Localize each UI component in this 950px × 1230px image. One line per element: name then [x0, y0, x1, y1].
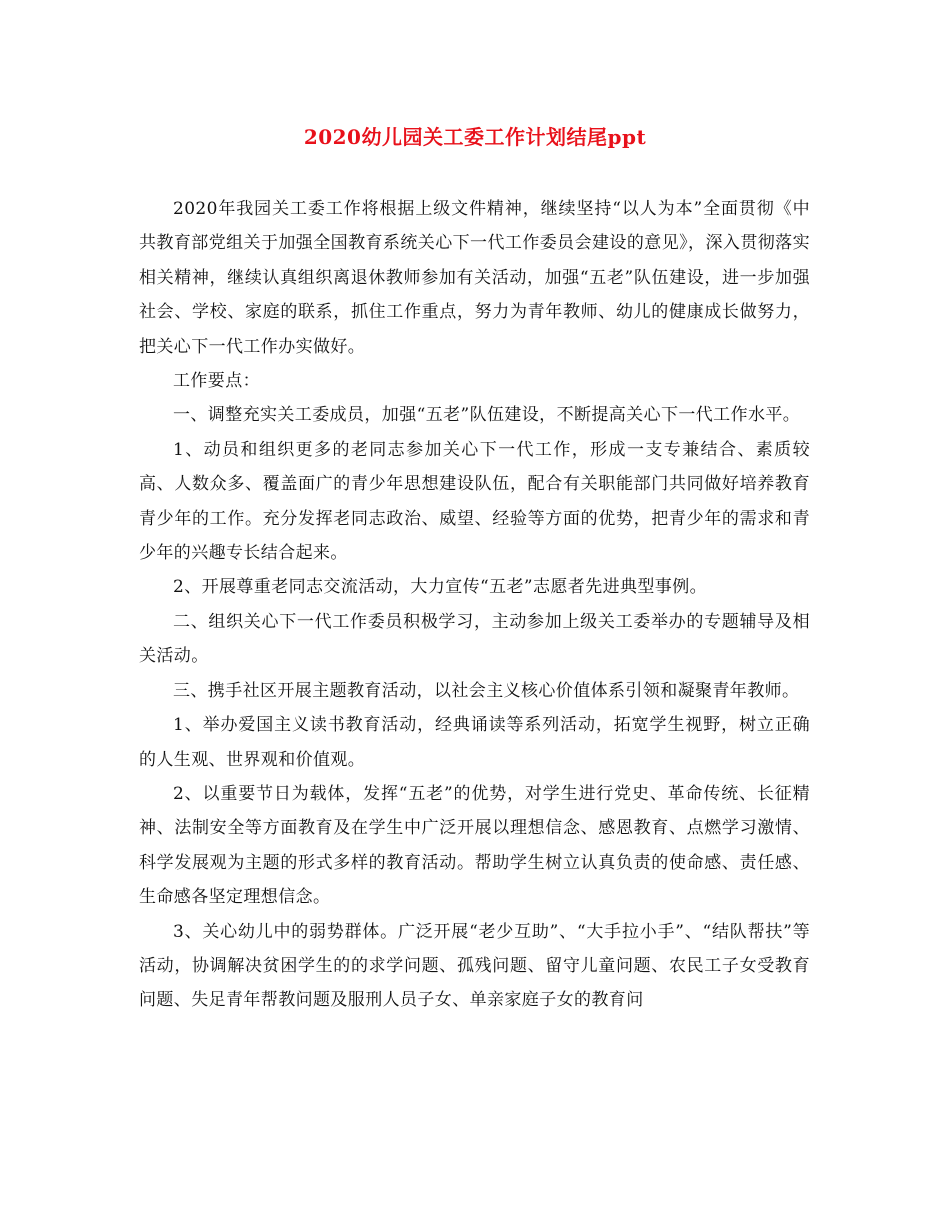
paragraph-key-points-heading: 工作要点： [173, 371, 260, 392]
paragraph-section-one-item-2: 2、开展尊重老同志交流活动，大力宣传“五老”志愿者先进典型事例。 [173, 577, 707, 598]
paragraph-section-two: 二、组织关心下一代工作委员积极学习，主动参加上级关工委举办的专题辅导及相关活动。 [139, 611, 810, 667]
paragraph-section-three-item-1: 1、举办爱国主义读书教育活动，经典诵读等系列活动，拓宽学生视野，树立正确的人生观、世界观和价值观。 [139, 715, 810, 770]
paragraph-section-one: 一、调整充实关工委成员，加强“五老”队伍建设，不断提高关心下一代工作水平。 [173, 405, 801, 426]
document-body [139, 192, 810, 1018]
document-title: 2020幼儿园关工委工作计划结尾ppt [303, 125, 647, 149]
paragraph-section-three: 三、携手社区开展主题教育活动，以社会主义核心价值体系引领和凝聚青年教师。 [173, 680, 800, 701]
paragraph-section-three-item-3: 3、关心幼儿中的弱势群体。广泛开展“老少互助”、“大手拉小手”、“结队帮扶”等活动，协调解决贫困学生的的求学问题、孤残问题、留守儿童问题、农民工子女受教育问题、失足青年帮教问题及服刑人员子女、单亲家庭子女的教育问 [139, 921, 810, 1011]
paragraph-intro: 2020年我园关工委工作将根据上级文件精神，继续坚持“以人为本”全面贯彻《中共教育部党组关于加强全国教育系统关心下一代工作委员会建设的意见》，深入贯彻落实相关精神，继续认真组织离退休教师参加有关活动，加强“五老”队伍建设，进一步加强社会、学校、家庭的联系，抓住工作重点，努力为青年教师、幼儿的健康成长做努力，把关心下一代工作办实做好。 [139, 199, 811, 357]
paragraph-section-one-item-1: 1、动员和组织更多的老同志参加关心下一代工作，形成一支专兼结合、素质较高、人数众多、覆盖面广的青少年思想建设队伍，配合有关职能部门共同做好培养教育青少年的工作。充分发挥老同志政治、威望、经验等方面的优势，把青少年的需求和青少年的兴趣专长结合起来。 [139, 439, 810, 564]
paragraph-section-three-item-2: 2、以重要节日为载体，发挥“五老”的优势，对学生进行党史、革命传统、长征精神、法制安全等方面教育及在学生中广泛开展以理想信念、感恩教育、点燃学习激情、科学发展观为主题的形式多样的教育活动。帮助学生树立认真负责的使命感、责任感、生命感各坚定理想信念。 [139, 783, 810, 908]
